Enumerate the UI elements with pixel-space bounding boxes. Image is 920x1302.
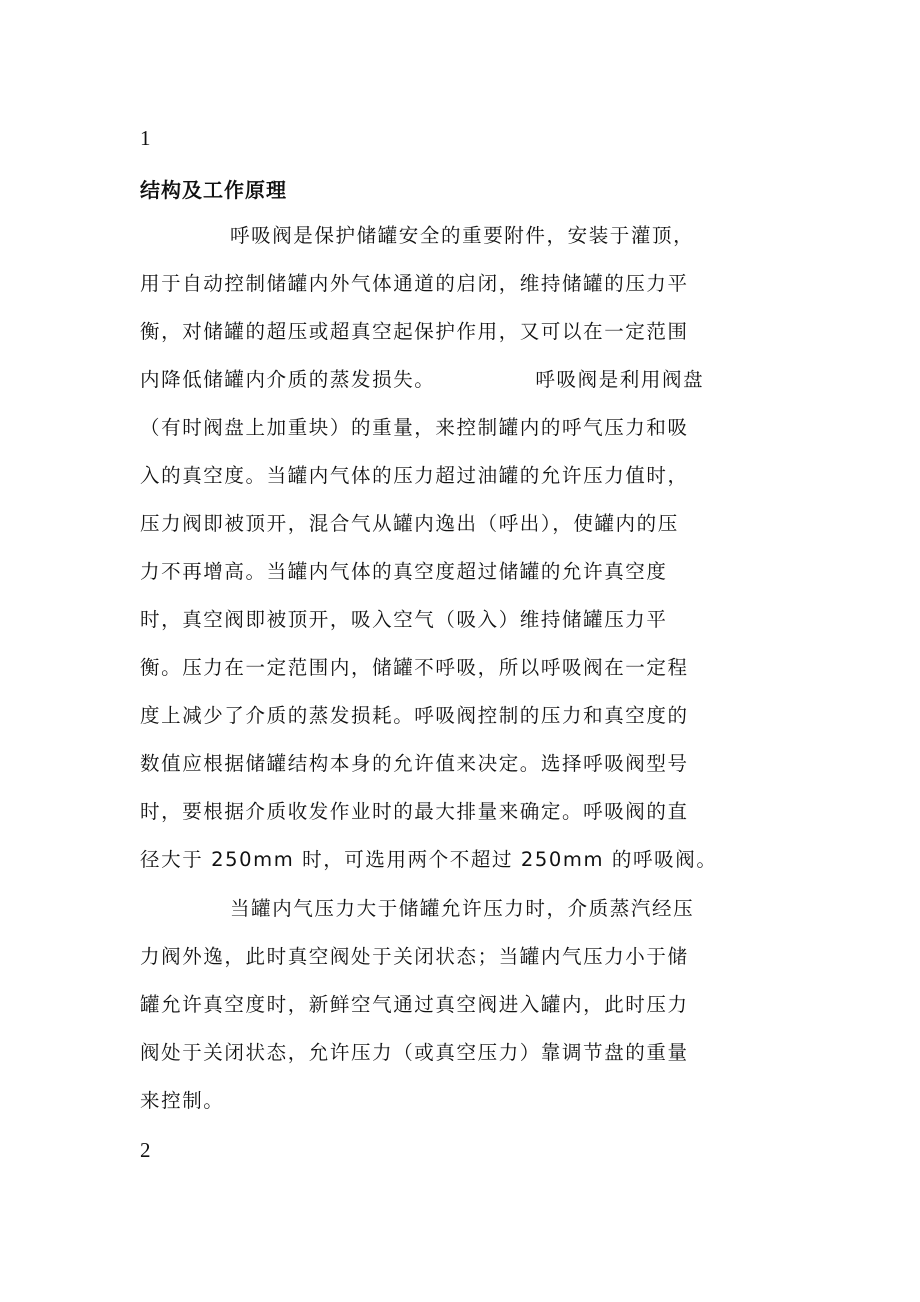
paragraph-line: 度上减少了介质的蒸发损耗。呼吸阀控制的压力和真空度的 <box>140 704 689 727</box>
paragraph-line-text: 内降低储罐内介质的蒸发损失。 <box>140 368 436 391</box>
paragraph-line: 时，要根据介质收发作业时的最大排量来确定。呼吸阀的直 <box>140 800 689 823</box>
paragraph-line: 数值应根据储罐结构本身的允许值来决定。选择呼吸阀型号 <box>140 752 689 775</box>
paragraph-line: 用于自动控制储罐内外气体通道的启闭，维持储罐的压力平 <box>140 272 689 295</box>
paragraph-line: 径大于 250mm 时，可选用两个不超过 250mm 的呼吸阀。 <box>140 848 718 871</box>
paragraph-line: 阀处于关闭状态，允许压力（或真空压力）靠调节盘的重量 <box>140 1041 689 1064</box>
paragraph-line: 来控制。 <box>140 1089 225 1112</box>
section-title: 结构及工作原理 <box>140 178 287 202</box>
paragraph-line: 罐允许真空度时，新鲜空气通过真空阀进入罐内，此时压力 <box>140 993 689 1016</box>
paragraph-line: 当罐内气压力大于储罐允许压力时，介质蒸汽经压 <box>230 897 695 920</box>
paragraph-line: 力阀外逸，此时真空阀处于关闭状态；当罐内气压力小于储 <box>140 945 689 968</box>
paragraph-line: （有时阀盘上加重块）的重量，来控制罐内的呼气压力和吸 <box>140 416 689 439</box>
paragraph-line: 衡，对储罐的超压或超真空起保护作用，又可以在一定范围 <box>140 320 689 343</box>
paragraph-line-tail: 呼吸阀是利用阀盘 <box>535 368 705 391</box>
section-number: 1 <box>140 126 151 150</box>
section-number: 2 <box>140 1138 151 1162</box>
paragraph-line: 压力阀即被顶开，混合气从罐内逸出（呼出），使罐内的压 <box>140 512 679 535</box>
paragraph-line: 衡。压力在一定范围内，储罐不呼吸，所以呼吸阀在一定程 <box>140 656 689 679</box>
paragraph-line: 呼吸阀是保护储罐安全的重要附件，安装于灌顶， <box>230 224 695 247</box>
paragraph-line: 力不再增高。当罐内气体的真空度超过储罐的允许真空度 <box>140 560 668 583</box>
paragraph-line <box>140 364 704 392</box>
paragraph-line: 入的真空度。当罐内气体的压力超过油罐的允许压力值时， <box>140 464 689 487</box>
paragraph-line: 时，真空阀即被顶开，吸入空气（吸入）维持储罐压力平 <box>140 608 668 631</box>
